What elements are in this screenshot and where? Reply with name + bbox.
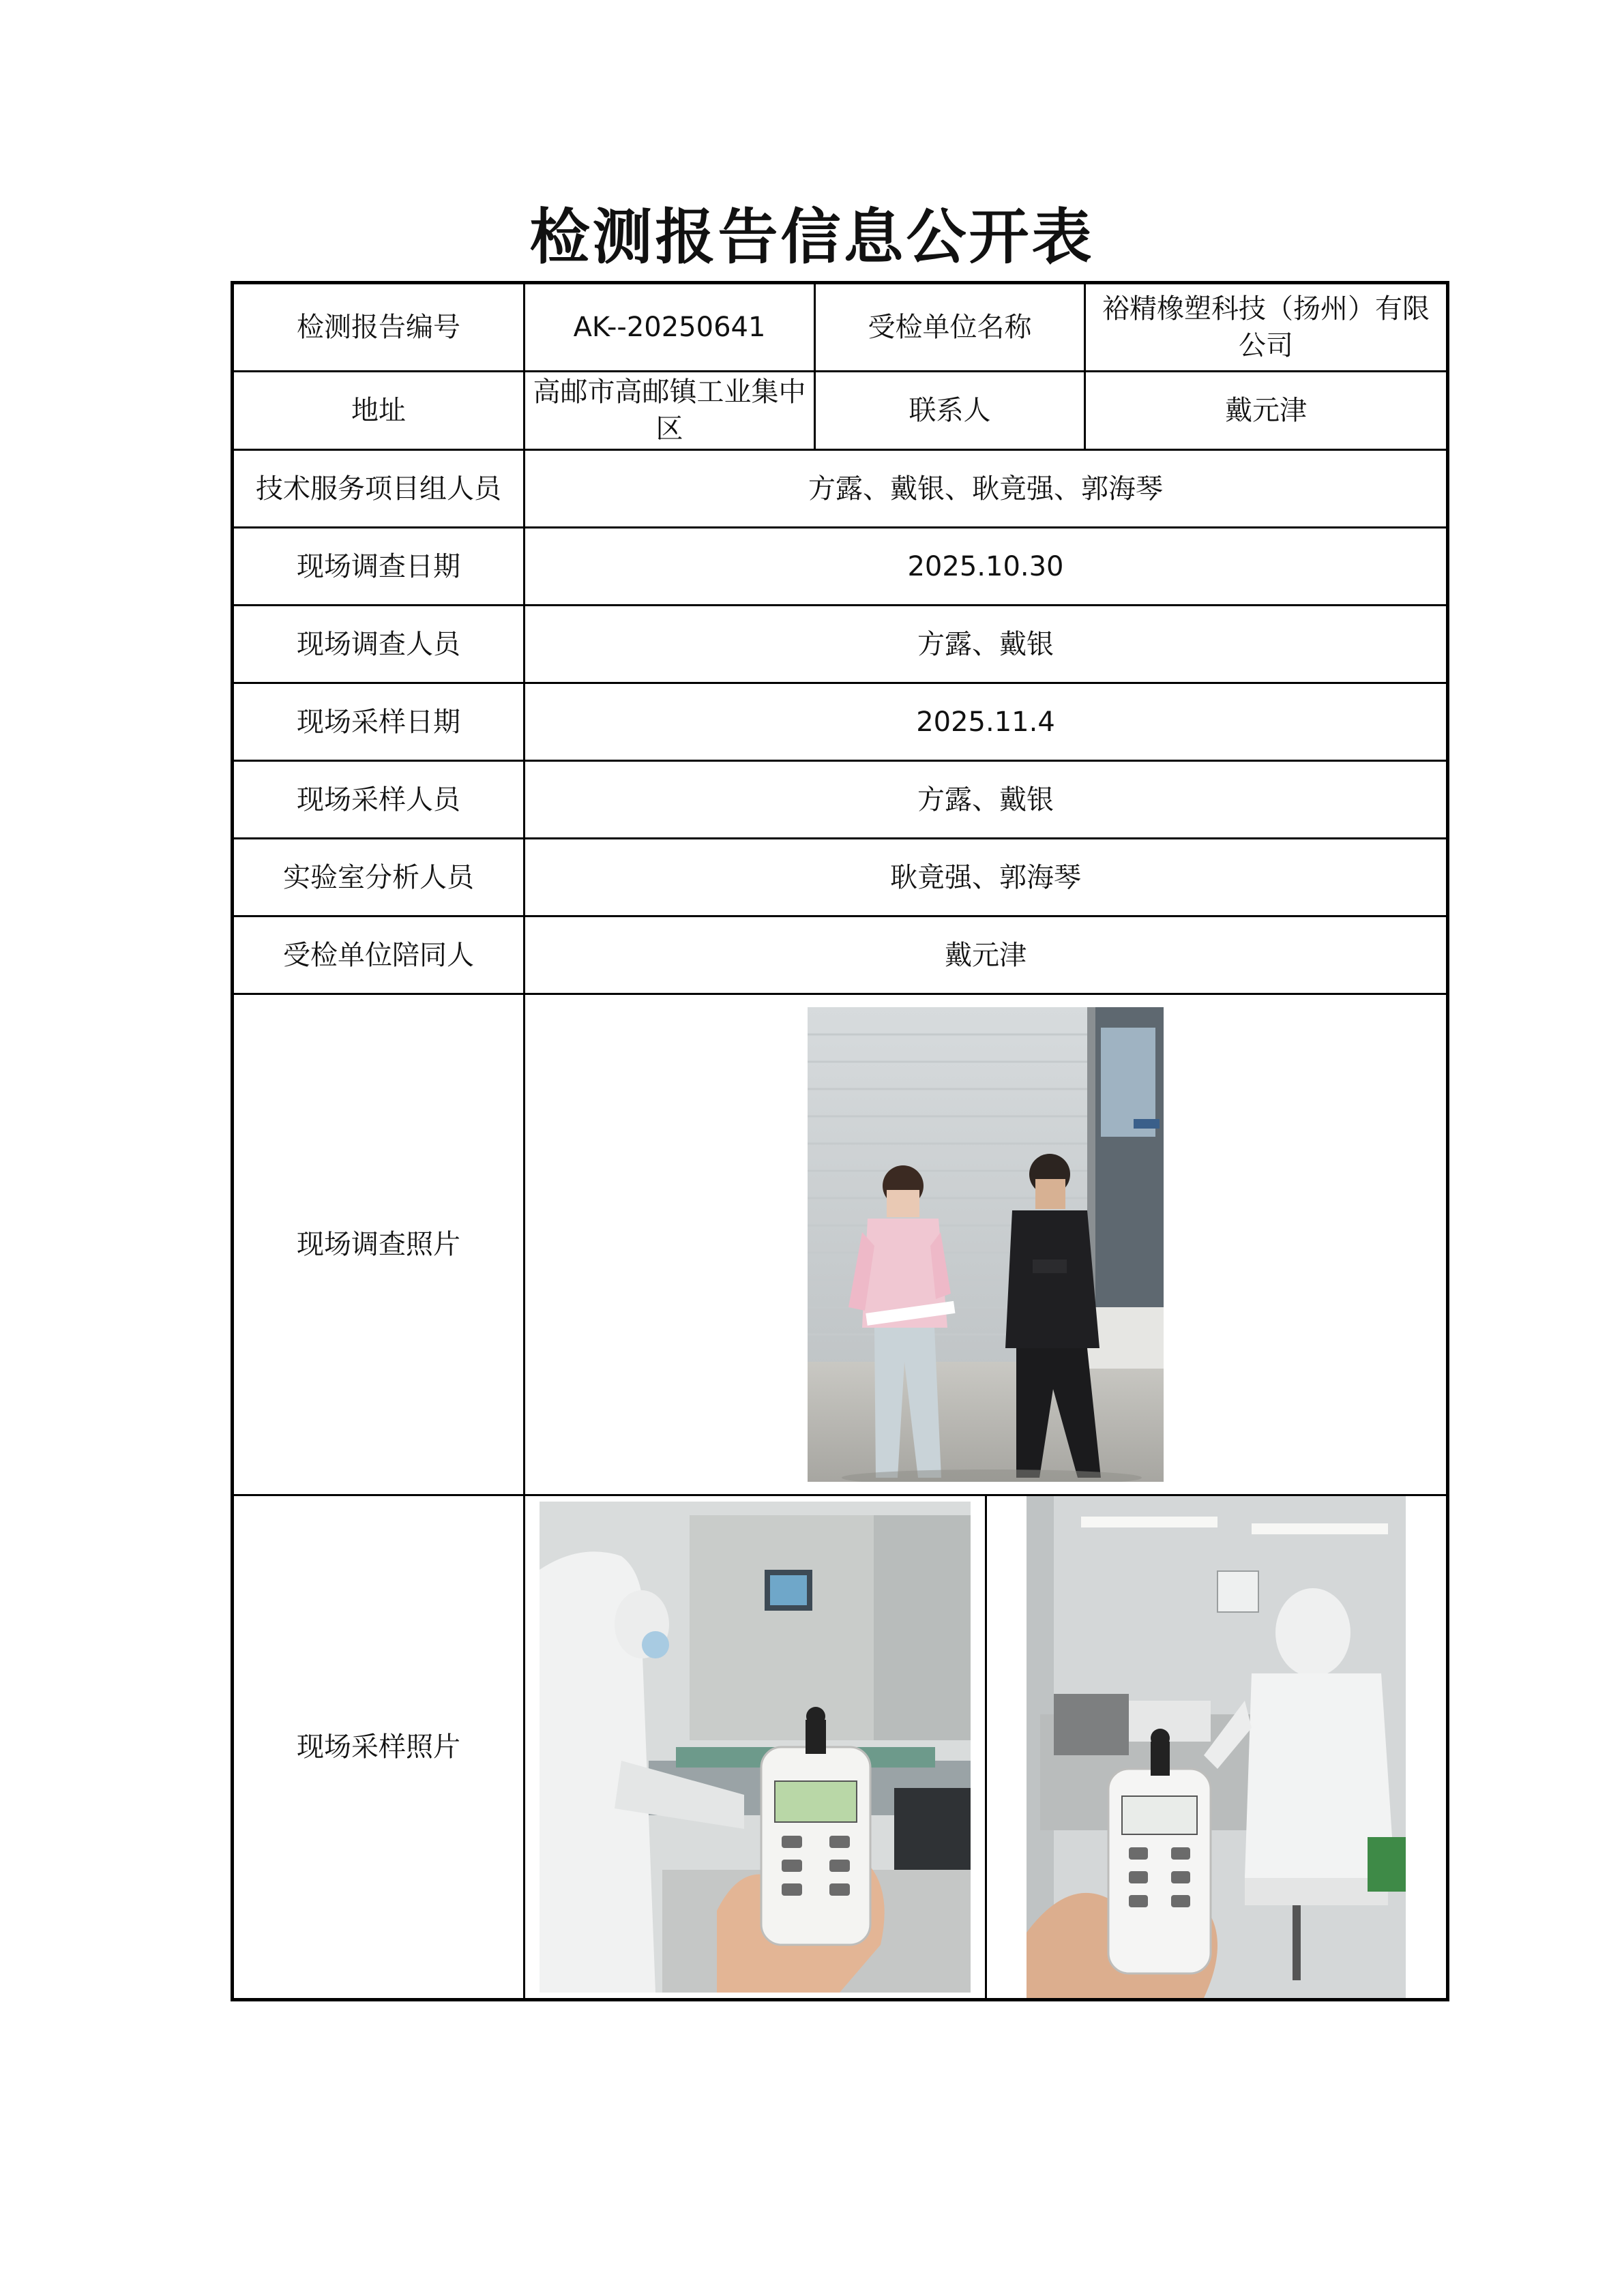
table-row bbox=[233, 683, 1448, 761]
sampling-photo-1-image bbox=[540, 1502, 971, 1993]
sampling-date-label: 现场采样日期 bbox=[233, 683, 525, 761]
sampling-photo-2 bbox=[1027, 1496, 1406, 1998]
survey-date-value: 2025.10.30 bbox=[525, 528, 1448, 606]
table-row bbox=[233, 528, 1448, 606]
report-info-table bbox=[231, 281, 1449, 2001]
report-no-value: AK--20250641 bbox=[525, 283, 815, 372]
table-row bbox=[233, 994, 1448, 1495]
survey-date-label: 现场调查日期 bbox=[233, 528, 525, 606]
sampling-photo-label: 现场采样照片 bbox=[233, 1495, 525, 2000]
survey-photo-image bbox=[808, 1007, 1164, 1482]
table-row bbox=[233, 761, 1448, 839]
table-row bbox=[233, 1495, 1448, 2000]
team-label: 技术服务项目组人员 bbox=[233, 450, 525, 528]
sampling-date-value: 2025.11.4 bbox=[525, 683, 1448, 761]
table-row bbox=[233, 450, 1448, 528]
team-value: 方露、戴银、耿竟强、郭海琴 bbox=[525, 450, 1448, 528]
contact-value: 戴元津 bbox=[1085, 372, 1448, 450]
table-row bbox=[233, 372, 1448, 450]
unit-name-value: 裕精橡塑科技（扬州）有限公司 bbox=[1085, 283, 1448, 372]
lab-staff-label: 实验室分析人员 bbox=[233, 839, 525, 916]
table-row bbox=[233, 916, 1448, 994]
survey-photo bbox=[808, 1007, 1164, 1482]
table-row bbox=[233, 606, 1448, 683]
table-row bbox=[233, 839, 1448, 916]
lab-staff-value: 耿竟强、郭海琴 bbox=[525, 839, 1448, 916]
report-no-label: 检测报告编号 bbox=[233, 283, 525, 372]
address-value: 高邮市高邮镇工业集中区 bbox=[525, 372, 815, 450]
address-label: 地址 bbox=[233, 372, 525, 450]
escort-value: 戴元津 bbox=[525, 916, 1448, 994]
survey-photo-label: 现场调查照片 bbox=[233, 994, 525, 1495]
sampling-staff-value: 方露、戴银 bbox=[525, 761, 1448, 839]
escort-label: 受检单位陪同人 bbox=[233, 916, 525, 994]
unit-name-label: 受检单位名称 bbox=[815, 283, 1085, 372]
survey-staff-label: 现场调查人员 bbox=[233, 606, 525, 683]
sampling-staff-label: 现场采样人员 bbox=[233, 761, 525, 839]
page-title: 检测报告信息公开表 bbox=[529, 201, 1095, 272]
survey-staff-value: 方露、戴银 bbox=[525, 606, 1448, 683]
sampling-photo-1 bbox=[540, 1502, 971, 1993]
contact-label: 联系人 bbox=[815, 372, 1085, 450]
sampling-photo-2-image bbox=[1027, 1496, 1406, 1998]
table-row bbox=[233, 283, 1448, 372]
